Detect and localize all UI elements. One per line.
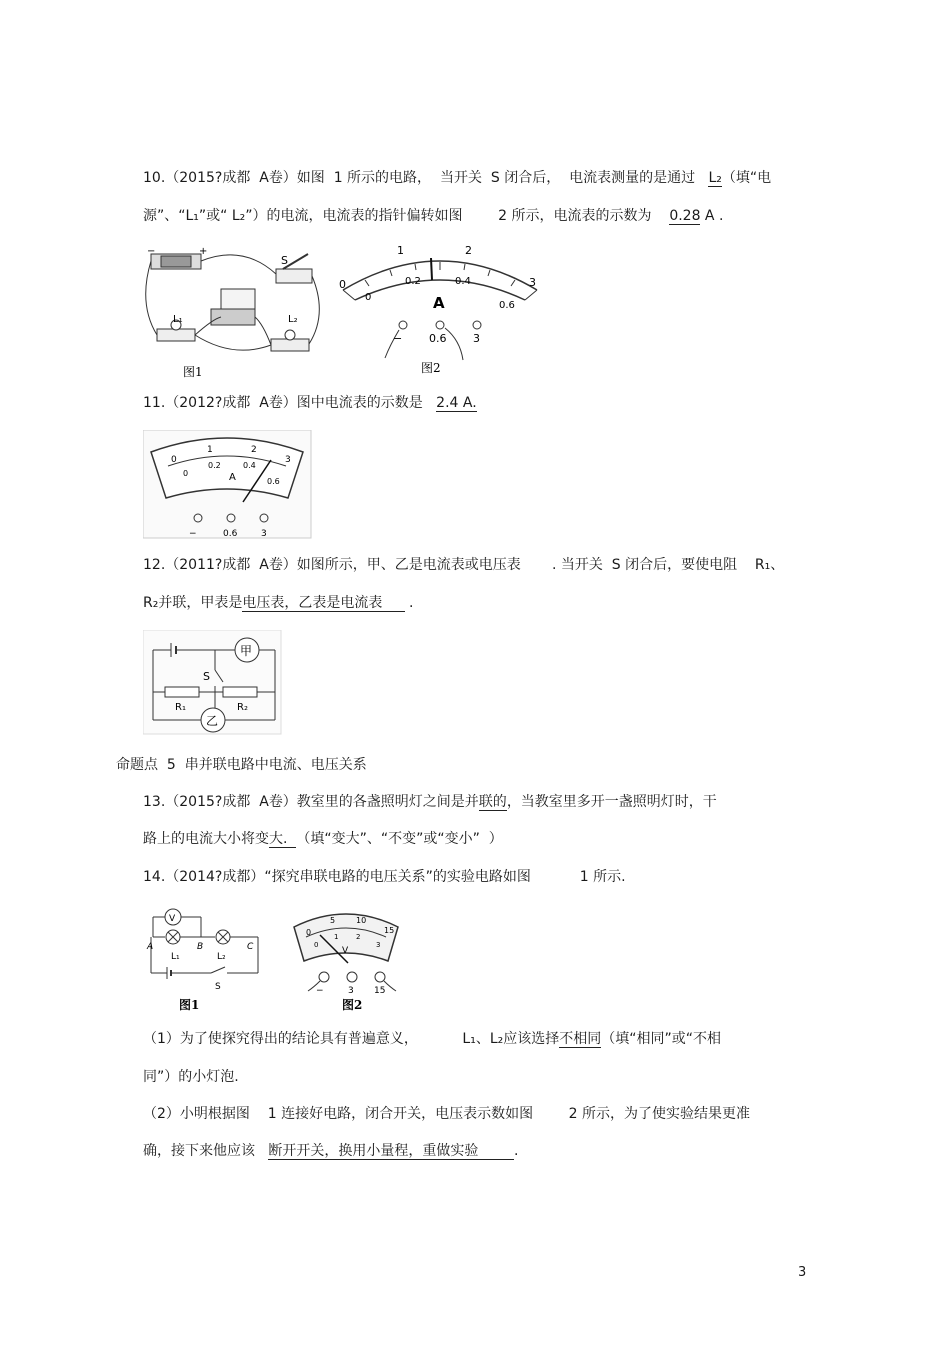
q13-answer-1: 联的 bbox=[478, 794, 507, 810]
q10-figure1-circuit bbox=[143, 244, 328, 384]
m-unit: A bbox=[433, 294, 445, 312]
v-bot-0: 0 bbox=[314, 941, 319, 949]
v-top-2: 10 bbox=[356, 916, 367, 925]
a11-top-2: 2 bbox=[251, 445, 257, 455]
q12-line2: R₂并联，甲表是电压表，乙表是电流表 . bbox=[143, 595, 414, 611]
v-top-3: 15 bbox=[384, 926, 395, 935]
svg-text:+: + bbox=[199, 246, 208, 257]
page-number: 3 bbox=[798, 1265, 807, 1280]
m-top-3: 3 bbox=[529, 276, 536, 289]
a11-bot-0: 0 bbox=[183, 469, 189, 478]
q12-figure-circuit bbox=[143, 630, 283, 736]
m-term-1: 0.6 bbox=[429, 332, 447, 345]
a11-bot-3: 0.6 bbox=[267, 477, 280, 486]
q13-answer-2: 大. bbox=[269, 831, 297, 847]
q14-sub2-answer: 断开开关，换用小量程，重做实验 bbox=[268, 1143, 514, 1159]
v-label: V bbox=[169, 914, 176, 924]
v-term-0: − bbox=[316, 986, 324, 996]
q14-sub1-answer: 不相同 bbox=[559, 1031, 602, 1047]
q14-sub2-line1: （2）小明根据图 1 连接好电路，闭合开关，电压表示数如图 2 所示，为了使实验结果更准 bbox=[143, 1106, 751, 1122]
s14-label: S bbox=[215, 982, 221, 992]
q13-line1: 13.（2015?成都 A卷）教室里的各盏照明灯之间是并联的，当教室里多开一盏照明灯时，干 bbox=[143, 794, 717, 810]
jia-label: 甲 bbox=[240, 644, 253, 658]
a11-unit: A bbox=[229, 472, 236, 483]
m-bot-0: 0 bbox=[365, 292, 372, 303]
a11-top-0: 0 bbox=[171, 455, 177, 465]
r1-label: R₁ bbox=[175, 702, 186, 713]
q14-sub1-line2: 同”）的小灯泡. bbox=[143, 1069, 239, 1085]
a-label: A bbox=[147, 942, 154, 952]
m-top-0: 0 bbox=[339, 278, 346, 291]
q10-line1: 10.（2015?成都 A卷）如图 1 所示的电路， 当开关 S 闭合后， 电流表测量的是通过 L₂（填“电 bbox=[143, 170, 772, 186]
q12-line1: 12.（2011?成都 A卷）如图所示，甲、乙是电流表或电压表 . 当开关 S 闭合后，要使电阻 R₁、 bbox=[143, 557, 785, 573]
yi-label: 乙 bbox=[206, 714, 219, 728]
fig14-cap1: 图1 bbox=[179, 998, 200, 1012]
fig2-caption: 图2 bbox=[421, 361, 441, 375]
m-term-0: − bbox=[393, 332, 403, 345]
f1-l2-label: L₂ bbox=[288, 314, 298, 325]
v-term-2: 15 bbox=[374, 986, 386, 996]
b-label: B bbox=[197, 942, 204, 952]
q14-figure1-circuit bbox=[143, 905, 268, 1015]
a11-term-1: 0.6 bbox=[223, 529, 238, 539]
a11-term-0: − bbox=[189, 529, 197, 539]
m-term-2: 3 bbox=[473, 332, 480, 345]
v-top-1: 5 bbox=[330, 916, 336, 925]
v-bot-2: 2 bbox=[356, 933, 361, 941]
l1-label: L₁ bbox=[171, 952, 180, 962]
a11-term-2: 3 bbox=[261, 529, 267, 539]
q10-line2: 源”、“L₁”或“ L₂”）的电流，电流表的指针偏转如图 2 所示，电流表的示数为 0.28 A . bbox=[143, 208, 724, 224]
m-top-1: 1 bbox=[397, 244, 404, 257]
q13-line2: 路上的电流大小将变大. （填“变大”、“不变”或“变小” ） bbox=[143, 831, 503, 847]
fig1-caption: 图1 bbox=[183, 365, 203, 379]
q14-figure2-voltmeter bbox=[290, 905, 410, 1015]
q12-answer: 电压表，乙表是电流表 bbox=[242, 595, 405, 611]
v-unit: V bbox=[342, 946, 349, 956]
v-term-1: 3 bbox=[348, 986, 354, 996]
a11-top-3: 3 bbox=[285, 455, 291, 465]
r2-label: R₂ bbox=[237, 702, 248, 713]
q10-answer-2: 0.28 bbox=[669, 208, 701, 224]
a11-top-1: 1 bbox=[207, 445, 213, 455]
q11-line: 11.（2012?成都 A卷）图中电流表的示数是 2.4 A. bbox=[143, 395, 477, 411]
q10-answer-1: L₂ bbox=[708, 170, 722, 186]
q14-sub2-line2: 确，接下来他应该 断开开关，换用小量程，重做实验 . bbox=[143, 1143, 519, 1159]
svg-text:−: − bbox=[147, 246, 156, 257]
l2-label: L₂ bbox=[217, 952, 226, 962]
m-bot-3: 0.6 bbox=[499, 300, 515, 311]
point5-heading: 命题点 5 串并联电路中电流、电压关系 bbox=[116, 757, 367, 773]
q11-figure-ammeter bbox=[143, 430, 313, 540]
q10-figure2-ammeter bbox=[335, 240, 545, 380]
q14-sub1-line1: （1）为了使探究得出的结论具有普遍意义， L₁、L₂应该选择不相同（填“相同”或“不相 bbox=[143, 1031, 721, 1047]
a11-bot-2: 0.4 bbox=[243, 461, 256, 470]
q11-answer: 2.4 A. bbox=[436, 395, 477, 411]
v-bot-3: 3 bbox=[376, 941, 381, 949]
f1-l1-label: L₁ bbox=[173, 314, 183, 325]
m-bot-1: 0.2 bbox=[405, 276, 421, 287]
f1-s-label: S bbox=[281, 254, 288, 267]
v-top-0: 0 bbox=[306, 928, 312, 937]
fig14-cap2: 图2 bbox=[342, 998, 363, 1012]
q14-line1: 14.（2014?成都）“探究串联电路的电压关系”的实验电路如图 1 所示. bbox=[143, 869, 626, 885]
s-label: S bbox=[203, 670, 210, 683]
m-bot-2: 0.4 bbox=[455, 276, 471, 287]
m-top-2: 2 bbox=[465, 244, 472, 257]
a11-bot-1: 0.2 bbox=[208, 461, 221, 470]
c-label: C bbox=[247, 942, 254, 952]
v-bot-1: 1 bbox=[334, 933, 339, 941]
